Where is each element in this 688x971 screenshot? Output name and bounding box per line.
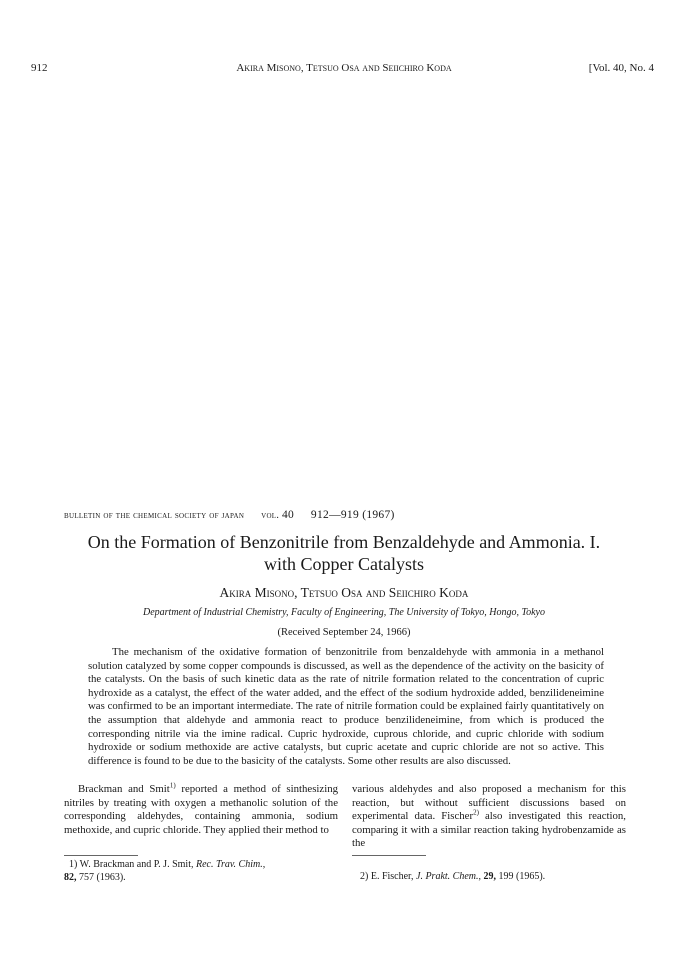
title-line-2: with Copper Catalysts [264, 554, 424, 574]
journal-name: bulletin of the chemical society of japan [64, 510, 245, 521]
body-text: Brackman and Smit [78, 783, 170, 795]
reference-marker: 2) [473, 808, 479, 817]
running-head-authors: Akira Misono, Tetsuo Osa and Seiichiro Koda [236, 62, 452, 74]
received-date: (Received September 24, 1966) [277, 627, 411, 638]
footnote-pages: 757 (1963). [79, 871, 126, 883]
footnote-volume: 82, [64, 871, 77, 883]
page-range: 912—919 (1967) [310, 509, 395, 521]
footnote-volume: 29, [483, 871, 496, 882]
footnote-divider [352, 855, 426, 856]
volume-label: vol. [261, 510, 280, 521]
body-column-right [352, 783, 626, 851]
body-column-left [64, 783, 338, 837]
footnote-journal: Rec. Trav. Chim., [195, 859, 266, 870]
reference-marker: 1) [169, 781, 176, 790]
footnote-number: 1) [69, 859, 78, 870]
author-list: Akira Misono, Tetsuo Osa and Seiichiro Koda [219, 585, 469, 600]
title-line-1: On the Formation of Benzonitrile from Benzaldehyde and Ammonia. I. [87, 532, 601, 552]
article-title [40, 531, 648, 575]
footnote-number: 2) [360, 871, 369, 882]
affiliation: Department of Industrial Chemistry, Faculty of Engineering, The University of Tokyo, Hongo, Tokyo [142, 607, 545, 618]
footnote-authors: E. Fischer, [370, 871, 414, 882]
body-text: various aldehydes and also proposed a mechanism for this reaction, but without sufficient discussions based on experimental data. Fischer [352, 783, 626, 823]
footnote-2 [360, 871, 634, 884]
footnote-authors: W. Brackman and P. J. Smit, [79, 859, 194, 870]
body-text: reported a method of sinthesizing nitriles by treating with oxygen a methanolic solution of the corresponding aldehydes, containing ammonia, sodium methoxide, and cupric chloride. They applied their method to [64, 783, 338, 836]
footnote-pages: 199 (1965). [498, 871, 546, 882]
page-number: 912 [31, 62, 48, 74]
abstract: The mechanism of the oxidative formation of benzonitrile from benzaldehyde with ammonia in a methanol solution catalyzed by some copper compounds is discussed, as well as the dependence of the activity on the basicity of the catalysts. On the basis of such kinetic data as the rate of nitrile formation related to the concentration of cupric hydroxide as a catalyst, the effect of the water added, and the effect of the sodium hydroxide added, benzilideneimine was confirmed to be an important intermediate. The rate of nitrile formation could be explained fairly quantitatively on the assumption that aldehyde and ammonia react to produce benzilideneimine, from which is produced the corresponding nitrile via the imine radical. Cupric hydroxide, cuprous chloride, and cupric chloride with sodium hydroxide or sodium methoxide are active catalysts, but cupric acetate and cupric chloride are not so active. This difference is found to be due to the basicity of the catalysts. Some other results are also discussed. [88, 646, 604, 767]
footnote-1 [64, 859, 338, 884]
footnote-journal: J. Prakt. Chem., [416, 871, 481, 882]
volume-number: 40 [282, 509, 295, 521]
journal-citation-line [64, 509, 395, 521]
body-text: also investigated this reaction, comparing it with a similar reaction taking hydrobenzamide as the [352, 810, 626, 850]
running-head-volume: [Vol. 40, No. 4 [588, 62, 654, 74]
footnote-divider [64, 855, 138, 856]
